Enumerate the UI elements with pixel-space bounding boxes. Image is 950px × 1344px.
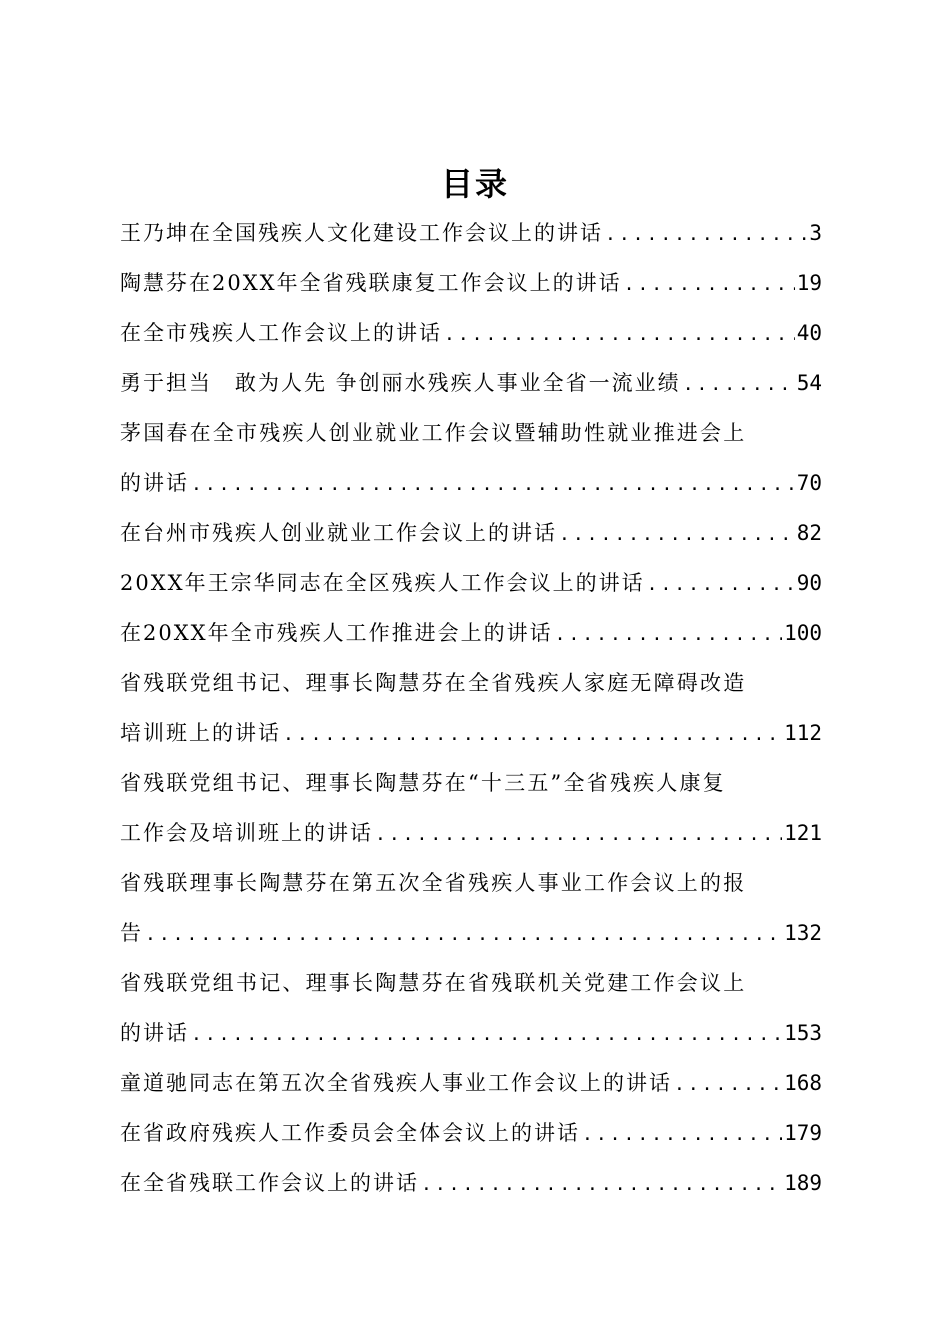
toc-entry-title: 在省政府残疾人工作委员会全体会议上的讲话 [120, 1121, 580, 1145]
toc-entry[interactable] [120, 258, 822, 308]
toc-entry-title: 省残联党组书记、理事长陶慧芬在全省残疾人家庭无障碍改造 [120, 671, 747, 695]
toc-dot-leader [624, 260, 795, 308]
toc-list [120, 208, 822, 1208]
toc-page-number: 168 [784, 1071, 822, 1095]
toc-entry-title: 20XX年王宗华同志在全区残疾人工作会议上的讲话 [120, 571, 645, 595]
toc-dot-leader [605, 210, 807, 258]
toc-entry-title: 茅国春在全市残疾人创业就业工作会议暨辅助性就业推进会上 [120, 421, 747, 445]
toc-entry[interactable] [120, 1058, 822, 1108]
toc-page-number: 153 [784, 1021, 822, 1045]
toc-dot-leader [191, 460, 795, 508]
toc-entry[interactable] [120, 358, 822, 408]
toc-entry-title: 培训班上的讲话 [120, 721, 281, 745]
toc-dot-leader [555, 610, 782, 658]
toc-dot-leader [375, 810, 782, 858]
toc-dot-leader [647, 560, 795, 608]
toc-entry[interactable] [120, 308, 822, 358]
toc-entry-continued [120, 408, 822, 458]
toc-entry-title: 工作会及培训班上的讲话 [120, 821, 373, 845]
toc-dot-leader [674, 1060, 782, 1108]
toc-entry-continued [120, 658, 822, 708]
toc-dot-leader [283, 710, 782, 758]
toc-page-number: 189 [784, 1171, 822, 1195]
toc-page-number: 179 [784, 1121, 822, 1145]
toc-entry-title: 陶慧芬在20XX年全省残联康复工作会议上的讲话 [120, 271, 622, 295]
toc-page-number: 70 [796, 471, 822, 495]
toc-dot-leader [683, 360, 795, 408]
toc-entry-continued [120, 958, 822, 1008]
toc-entry-title: 的讲话 [120, 471, 189, 495]
toc-page-number: 132 [784, 921, 822, 945]
toc-entry-title: 的讲话 [120, 1021, 189, 1045]
toc-page-number: 100 [784, 621, 822, 645]
toc-dot-leader [191, 1010, 782, 1058]
toc-entry-title: 王乃坤在全国残疾人文化建设工作会议上的讲话 [120, 221, 603, 245]
toc-entry[interactable] [120, 708, 822, 758]
toc-entry-title: 在全省残联工作会议上的讲话 [120, 1171, 419, 1195]
toc-entry[interactable] [120, 558, 822, 608]
toc-dot-leader [444, 310, 795, 358]
toc-dot-leader [145, 910, 782, 958]
toc-page-number: 82 [796, 521, 822, 545]
toc-page-number: 54 [796, 371, 822, 395]
toc-dot-leader [559, 510, 795, 558]
toc-page-number: 19 [796, 271, 822, 295]
toc-page-number: 112 [784, 721, 822, 745]
toc-entry-continued [120, 758, 822, 808]
toc-entry-title: 在台州市残疾人创业就业工作会议上的讲话 [120, 521, 557, 545]
toc-entry[interactable] [120, 1108, 822, 1158]
toc-dot-leader [582, 1110, 782, 1158]
toc-page-number: 40 [796, 321, 822, 345]
toc-entry[interactable] [120, 808, 822, 858]
toc-entry-title: 童道驰同志在第五次全省残疾人事业工作会议上的讲话 [120, 1071, 672, 1095]
toc-entry-title: 在20XX年全市残疾人工作推进会上的讲话 [120, 621, 553, 645]
toc-page-number: 3 [809, 221, 822, 245]
toc-entry-title: 勇于担当 敢为人先 争创丽水残疾人事业全省一流业绩 [120, 371, 681, 395]
toc-entry[interactable] [120, 908, 822, 958]
toc-entry-title: 告 [120, 921, 143, 945]
toc-entry[interactable] [120, 208, 822, 258]
toc-entry-title: 省残联党组书记、理事长陶慧芬在省残联机关党建工作会议上 [120, 971, 747, 995]
toc-entry-title: 省残联党组书记、理事长陶慧芬在“十三五”全省残疾人康复 [120, 771, 726, 795]
toc-page-number: 121 [784, 821, 822, 845]
toc-page-number: 90 [796, 571, 822, 595]
toc-entry[interactable] [120, 1008, 822, 1058]
toc-entry[interactable] [120, 608, 822, 658]
toc-entry[interactable] [120, 1158, 822, 1208]
toc-entry-continued [120, 858, 822, 908]
toc-entry-title: 在全市残疾人工作会议上的讲话 [120, 321, 442, 345]
toc-entry[interactable] [120, 508, 822, 558]
toc-entry-title: 省残联理事长陶慧芬在第五次全省残疾人事业工作会议上的报 [120, 871, 747, 895]
toc-title: 目录 [440, 165, 509, 203]
toc-entry[interactable] [120, 458, 822, 508]
toc-dot-leader [421, 1160, 782, 1208]
